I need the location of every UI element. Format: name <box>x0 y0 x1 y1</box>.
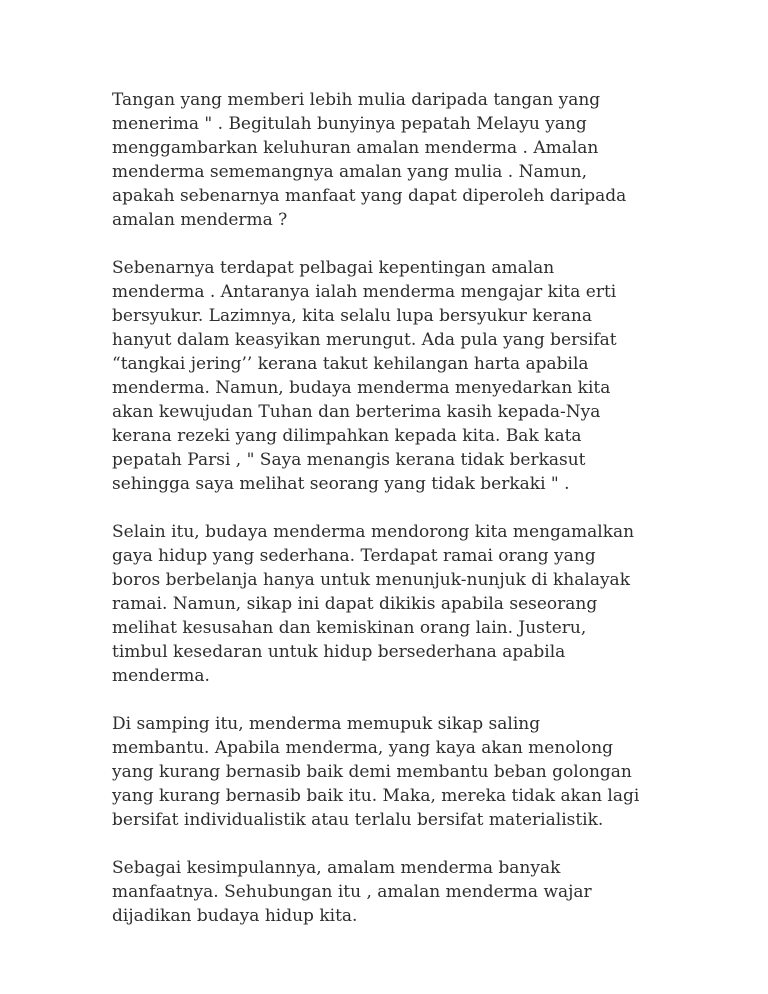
text-line: hanyut dalam keasyikan merungut. Ada pula yang bersifat <box>112 330 617 350</box>
text-line: pepatah Parsi , " Saya menangis kerana tidak berkasut <box>112 450 586 470</box>
paragraph-gratitude <box>112 256 672 496</box>
text-line: menderma. <box>112 666 210 686</box>
text-line: menderma sememangnya amalan yang mulia . Namun, <box>112 162 588 182</box>
paragraph-intro <box>112 88 672 232</box>
text-line: sehingga saya melihat seorang yang tidak berkaki " . <box>112 474 570 494</box>
text-line: menggambarkan keluhuran amalan menderma . Amalan <box>112 138 599 158</box>
text-line: menerima " . Begitulah bunyinya pepatah Melayu yang <box>112 114 587 134</box>
text-line: yang kurang bernasib baik demi membantu beban golongan <box>112 762 632 782</box>
text-line: timbul kesedaran untuk hidup bersederhana apabila <box>112 642 566 662</box>
paragraph-helping <box>112 712 672 832</box>
text-line: gaya hidup yang sederhana. Terdapat ramai orang yang <box>112 546 596 566</box>
text-line: apakah sebenarnya manfaat yang dapat diperoleh daripada <box>112 186 627 206</box>
text-line: manfaatnya. Sehubungan itu , amalan menderma wajar <box>112 882 592 902</box>
text-line: ramai. Namun, sikap ini dapat dikikis apabila seseorang <box>112 594 598 614</box>
text-line: amalan menderma ? <box>112 210 288 230</box>
text-line: yang kurang bernasib baik itu. Maka, mereka tidak akan lagi <box>112 786 640 806</box>
text-line: bersifat individualistik atau terlalu bersifat materialistik. <box>112 810 604 830</box>
paragraph-simple-living <box>112 520 672 688</box>
text-line: Tangan yang memberi lebih mulia daripada tangan yang <box>112 90 601 110</box>
text-line: membantu. Apabila menderma, yang kaya akan menolong <box>112 738 614 758</box>
text-line: Sebenarnya terdapat pelbagai kepentingan amalan <box>112 258 555 278</box>
text-line: “tangkai jering’’ kerana takut kehilangan harta apabila <box>112 354 589 374</box>
text-line: akan kewujudan Tuhan dan berterima kasih kepada-Nya <box>112 402 601 422</box>
text-line: Di samping itu, menderma memupuk sikap saling <box>112 714 541 734</box>
text-line: menderma . Antaranya ialah menderma mengajar kita erti <box>112 282 617 302</box>
text-line: boros berbelanja hanya untuk menunjuk-nunjuk di khalayak <box>112 570 630 590</box>
text-line: melihat kesusahan dan kemiskinan orang lain. Justeru, <box>112 618 587 638</box>
text-line: kerana rezeki yang dilimpahkan kepada kita. Bak kata <box>112 426 582 446</box>
text-line: menderma. Namun, budaya menderma menyedarkan kita <box>112 378 611 398</box>
text-line: Sebagai kesimpulannya, amalam menderma banyak <box>112 858 561 878</box>
text-line: dijadikan budaya hidup kita. <box>112 906 358 926</box>
paragraph-conclusion <box>112 856 672 928</box>
document-page <box>112 88 672 952</box>
text-line: bersyukur. Lazimnya, kita selalu lupa bersyukur kerana <box>112 306 592 326</box>
text-line: Selain itu, budaya menderma mendorong kita mengamalkan <box>112 522 635 542</box>
